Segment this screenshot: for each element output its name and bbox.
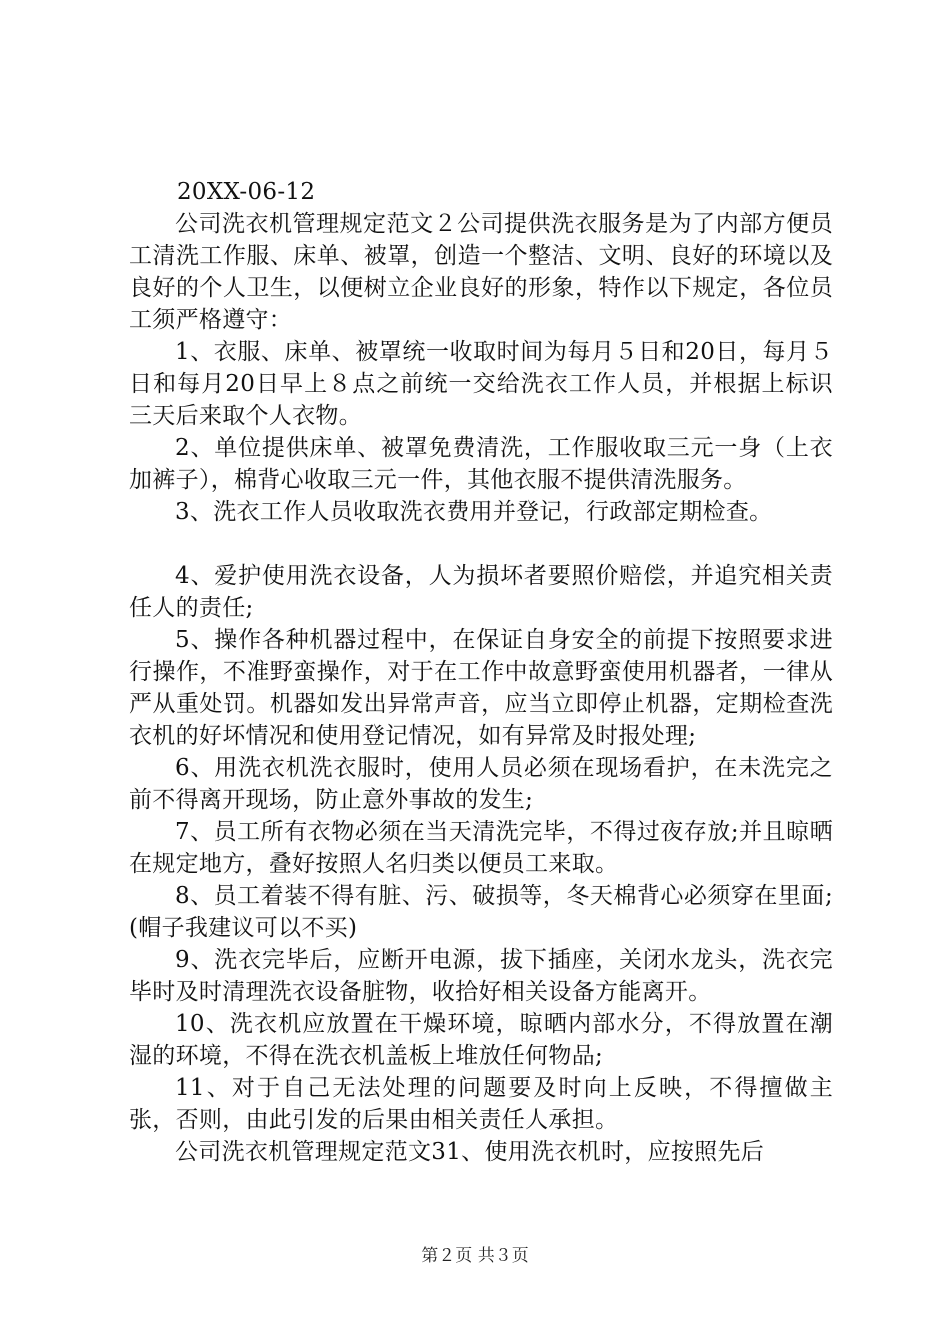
blank-line — [129, 528, 833, 560]
paragraph-next-section: 公司洗衣机管理规定范文31、使用洗衣机时，应按照先后 — [175, 1139, 765, 1165]
paragraph-rule-2: 2、单位提供床单、被罩免费清洗，工作服收取三元一身（上衣加裤子），棉背心收取三元一件，其他衣服不提供清洗服务。 — [129, 435, 833, 493]
paragraph-rule-1: 1、衣服、床单、被罩统一收取时间为每月５日和20日，每月５日和每月20日早上８点之前统一交给洗衣工作人员，并根据上标识三天后来取个人衣物。 — [129, 339, 833, 429]
paragraph-rule-6: 6、用洗衣机洗衣服时，使用人员必须在现场看护，在未洗完之前不得离开现场，防止意外事故的发生; — [129, 755, 833, 813]
paragraph-intro: 公司洗衣机管理规定范文２公司提供洗衣服务是为了内部方便员工清洗工作服、床单、被罩，创造一个整洁、文明、良好的环境以及良好的个人卫生，以便树立企业良好的形象，特作以下规定，各位员工须严格遵守： — [129, 211, 833, 333]
paragraph-rule-4: 4、爱护使用洗衣设备，人为损坏者要照价赔偿，并追究相关责任人的责任; — [129, 563, 833, 621]
document-body — [129, 176, 833, 1168]
paragraph-rule-5: 5、操作各种机器过程中，在保证自身安全的前提下按照要求进行操作，不准野蛮操作，对于在工作中故意野蛮使用机器者，一律从严从重处罚。机器如发出异常声音，应当立即停止机器，定期检查洗衣机的好坏情况和使用登记情况，如有异常及时报处理; — [129, 627, 833, 749]
page-number-footer: 第２页 共３页 — [421, 1246, 529, 1266]
paragraph-rule-7: 7、员工所有衣物必须在当天清洗完毕，不得过夜存放;并且晾晒在规定地方，叠好按照人名归类以便员工来取。 — [129, 819, 833, 877]
document-date: 20XX-06-12 — [177, 179, 316, 205]
paragraph-rule-10: 10、洗衣机应放置在干燥环境，晾晒内部水分，不得放置在潮湿的环境，不得在洗衣机盖板上堆放任何物品; — [129, 1011, 833, 1069]
paragraph-rule-3: 3、洗衣工作人员收取洗衣费用并登记，行政部定期检查。 — [175, 499, 773, 525]
paragraph-rule-8: 8、员工着装不得有脏、污、破损等，冬天棉背心必须穿在里面;(帽子我建议可以不买) — [129, 883, 833, 941]
paragraph-rule-9: 9、洗衣完毕后，应断开电源，拔下插座，关闭水龙头，洗衣完毕时及时清理洗衣设备脏物，收拾好相关设备方能离开。 — [129, 947, 833, 1005]
paragraph-rule-11: 11、对于自己无法处理的问题要及时向上反映，不得擅做主张，否则，由此引发的后果由相关责任人承担。 — [129, 1075, 833, 1133]
